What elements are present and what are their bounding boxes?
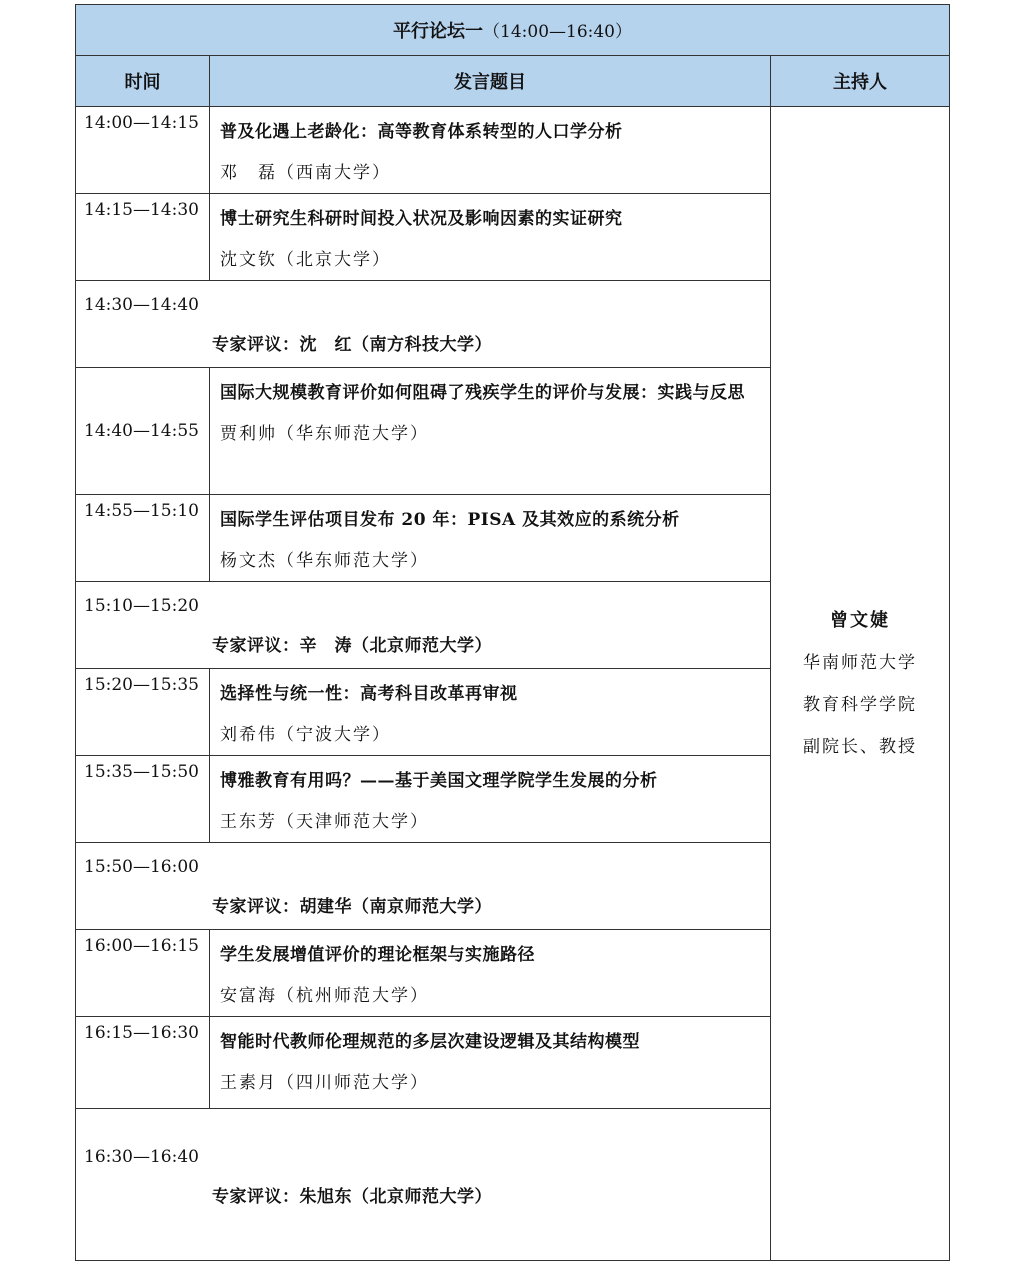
talk-title: 博士研究生科研时间投入状况及影响因素的实证研究 bbox=[220, 209, 623, 229]
talk-speaker: 贾利帅（华东师范大学） bbox=[220, 424, 429, 444]
talk-speaker: 王东芳（天津师范大学） bbox=[220, 812, 429, 832]
time-cell: 15:10—15:20 bbox=[84, 596, 199, 616]
time-cell: 16:30—16:40 bbox=[84, 1147, 199, 1167]
host-cell bbox=[771, 107, 950, 1261]
topic-cell bbox=[210, 495, 771, 582]
forum-title-text: 平行论坛一 bbox=[393, 21, 484, 42]
time-cell: 16:15—16:30 bbox=[76, 1017, 210, 1109]
topic-cell bbox=[210, 756, 771, 843]
table-row bbox=[76, 107, 950, 194]
talk-title: 国际大规模教育评价如何阻碍了残疾学生的评价与发展：实践与反思 bbox=[220, 383, 745, 403]
time-cell: 14:30—14:40 bbox=[84, 295, 199, 315]
time-cell: 14:00—14:15 bbox=[76, 107, 210, 194]
talk-title: 博雅教育有用吗？——基于美国文理学院学生发展的分析 bbox=[220, 771, 658, 791]
expert-review: 专家评议：辛 涛（北京师范大学） bbox=[212, 636, 492, 656]
topic-cell bbox=[210, 368, 771, 495]
topic-cell bbox=[210, 930, 771, 1017]
forum-schedule-table bbox=[75, 4, 950, 1261]
header-row bbox=[76, 56, 950, 107]
talk-title: 国际学生评估项目发布 20 年：PISA 及其效应的系统分析 bbox=[220, 510, 680, 530]
time-cell: 15:35—15:50 bbox=[76, 756, 210, 843]
expert-review: 专家评议：朱旭东（北京师范大学） bbox=[212, 1187, 492, 1207]
time-cell: 14:55—15:10 bbox=[76, 495, 210, 582]
expert-review: 专家评议：沈 红（南方科技大学） bbox=[212, 335, 492, 355]
forum-title-row bbox=[76, 5, 950, 56]
talk-title: 学生发展增值评价的理论框架与实施路径 bbox=[220, 945, 535, 965]
topic-cell bbox=[210, 107, 771, 194]
time-cell: 15:50—16:00 bbox=[84, 857, 199, 877]
topic-cell bbox=[210, 194, 771, 281]
forum-title bbox=[76, 5, 950, 56]
host-position: 副院长、教授 bbox=[803, 736, 918, 757]
time-cell: 15:20—15:35 bbox=[76, 669, 210, 756]
talk-speaker: 沈文钦（北京大学） bbox=[220, 250, 391, 270]
review-cell bbox=[76, 281, 771, 368]
talk-speaker: 邓 磊（西南大学） bbox=[220, 163, 391, 183]
time-cell: 14:40—14:55 bbox=[76, 368, 210, 495]
talk-title: 选择性与统一性：高考科目改革再审视 bbox=[220, 684, 518, 704]
host-name: 曾文婕 bbox=[830, 609, 891, 631]
talk-speaker: 王素月（四川师范大学） bbox=[220, 1073, 429, 1093]
talk-speaker: 安富海（杭州师范大学） bbox=[220, 986, 429, 1006]
time-cell: 16:00—16:15 bbox=[76, 930, 210, 1017]
header-host: 主持人 bbox=[771, 56, 950, 107]
host-affiliation-2: 教育科学学院 bbox=[803, 694, 918, 715]
talk-title: 普及化遇上老龄化：高等教育体系转型的人口学分析 bbox=[220, 122, 623, 142]
header-time: 时间 bbox=[76, 56, 210, 107]
topic-cell bbox=[210, 1017, 771, 1109]
review-cell bbox=[76, 1109, 771, 1261]
talk-speaker: 杨文杰（华东师范大学） bbox=[220, 551, 429, 571]
talk-title: 智能时代教师伦理规范的多层次建设逻辑及其结构模型 bbox=[220, 1032, 640, 1052]
topic-cell bbox=[210, 669, 771, 756]
time-cell: 14:15—14:30 bbox=[76, 194, 210, 281]
header-topic: 发言题目 bbox=[210, 56, 771, 107]
host-affiliation-1: 华南师范大学 bbox=[803, 652, 918, 673]
forum-time-range: （14:00—16:40） bbox=[483, 22, 632, 42]
review-cell bbox=[76, 582, 771, 669]
expert-review: 专家评议：胡建华（南京师范大学） bbox=[212, 897, 492, 917]
talk-speaker: 刘希伟（宁波大学） bbox=[220, 725, 391, 745]
review-cell bbox=[76, 843, 771, 930]
